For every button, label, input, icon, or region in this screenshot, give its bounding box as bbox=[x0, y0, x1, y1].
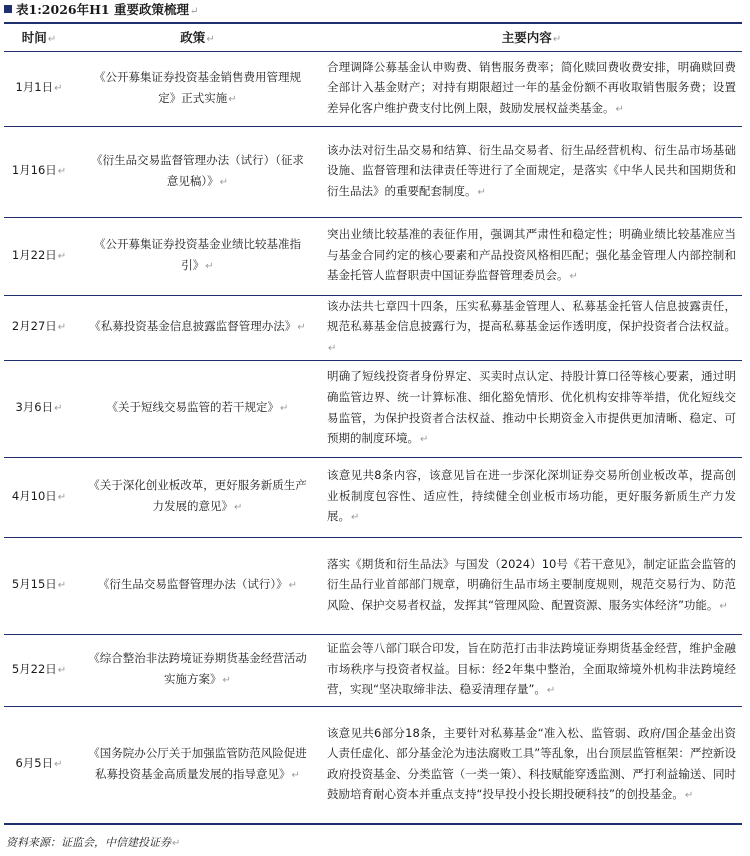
row-content: 合理调降公募基金认申购费、销售服务费率；简化赎回费收费安排，明确赎回费全部计入基金财产；对持有期限超过一年的基金份额不再收取销售服务费；设置差异化客户维护费支付比例上限，鼓励发展权益类基金。↵ bbox=[321, 51, 742, 126]
header-content: 主要内容↵ bbox=[321, 23, 742, 51]
table-row bbox=[4, 295, 742, 360]
row-policy: 《衍生品交易监督管理办法（试行）》↵ bbox=[74, 537, 321, 634]
paragraph-mark: ↵ bbox=[189, 6, 199, 17]
table-title-text: 表1:2026年H1 重要政策梳理 bbox=[16, 2, 189, 17]
row-content: 该办法对衍生品交易和结算、衍生品交易者、衍生品经营机构、衍生品市场基础设施、监督管理和法律责任等进行了全面规定，是落实《中华人民共和国期货和衍生品法》的重要配套制度。↵ bbox=[321, 126, 742, 217]
row-content: 落实《期货和衍生品法》与国发（2024）10号《若干意见》，制定证监会监管的衍生品行业首部部门规章，明确衍生品市场主要制度规则，规范交易行为、防范风险、保护交易者权益，发挥其“管理风险、配置资源、服务实体经济”功能。↵ bbox=[321, 537, 742, 634]
row-date: 5月15日↵ bbox=[4, 537, 74, 634]
table-header-row bbox=[4, 23, 742, 51]
row-policy: 《公开募集证券投资基金销售费用管理规定》正式实施↵ bbox=[74, 51, 321, 126]
table-row bbox=[4, 217, 742, 295]
row-date: 1月1日↵ bbox=[4, 51, 74, 126]
row-policy: 《国务院办公厅关于加强监管防范风险促进私募投资基金高质量发展的指导意见》↵ bbox=[74, 706, 321, 824]
row-content: 证监会等八部门联合印发，旨在防范打击非法跨境证券期货基金经营，维护金融市场秩序与投资者权益。目标：经2年集中整治，全面取缔境外机构非法跨境经营，实现“坚决取缔非法、稳妥清理存量”。↵ bbox=[321, 634, 742, 706]
table-row bbox=[4, 126, 742, 217]
table-row bbox=[4, 457, 742, 537]
table-row bbox=[4, 360, 742, 457]
row-date: 1月22日↵ bbox=[4, 217, 74, 295]
source-note: 资料来源：证监会，中信建投证券↵ bbox=[6, 836, 181, 849]
table-title bbox=[4, 1, 198, 21]
row-policy: 《关于深化创业板改革，更好服务新质生产力发展的意见》↵ bbox=[74, 457, 321, 537]
row-policy: 《公开募集证券投资基金业绩比较基准指引》↵ bbox=[74, 217, 321, 295]
row-policy: 《衍生品交易监督管理办法（试行）（征求意见稿）》↵ bbox=[74, 126, 321, 217]
title-bullet bbox=[4, 5, 12, 13]
row-content: 该意见共6部分18条，主要针对私募基金“准入松、监管弱、政府/国企基金出资人责任虚化、部分基金沦为违法腐败工具”等乱象，出台顶层监管框架：严控新设政府投资基金、分类监管（一类一策）、科技赋能穿透监测、严打利益输送、同时鼓励培育耐心资本并重点支持“投早投小投长期投硬科技”的创投基金。↵ bbox=[321, 706, 742, 824]
row-date: 4月10日↵ bbox=[4, 457, 74, 537]
row-date: 6月5日↵ bbox=[4, 706, 74, 824]
table-row bbox=[4, 537, 742, 634]
row-content: 该意见共8条内容，该意见旨在进一步深化深圳证券交易所创业板改革，提高创业板制度包容性、适应性，持续健全创业板市场功能，更好服务新质生产力发展。↵ bbox=[321, 457, 742, 537]
row-policy: 《关于短线交易监管的若干规定》↵ bbox=[74, 360, 321, 457]
row-date: 5月22日↵ bbox=[4, 634, 74, 706]
policy-table bbox=[4, 22, 742, 825]
row-content: 该办法共七章四十四条，压实私募基金管理人、私募基金托管人信息披露责任，规范私募基金信息披露行为，提高私募基金运作透明度，保护投资者合法权益。↵ bbox=[321, 295, 742, 360]
table-row bbox=[4, 634, 742, 706]
header-policy: 政策↵ bbox=[74, 23, 321, 51]
row-policy: 《综合整治非法跨境证券期货基金经营活动实施方案》↵ bbox=[74, 634, 321, 706]
row-policy: 《私募投资基金信息披露监督管理办法》↵ bbox=[74, 295, 321, 360]
table-row bbox=[4, 706, 742, 824]
table-row bbox=[4, 51, 742, 126]
row-content: 突出业绩比较基准的表征作用，强调其严肃性和稳定性；明确业绩比较基准应当与基金合同约定的核心要素和产品投资风格相匹配；强化基金管理人内部控制和基金托管人监督职责中国证券监督管理委员会。↵ bbox=[321, 217, 742, 295]
row-date: 3月6日↵ bbox=[4, 360, 74, 457]
row-date: 2月27日↵ bbox=[4, 295, 74, 360]
row-content: 明确了短线投资者身份界定、买卖时点认定、持股计算口径等核心要素，通过明确监管边界、统一计算标准、细化豁免情形、优化机构安排等举措，优化短线交易监管，为保护投资者合法权益、推动中长期资金入市提供更加清晰、稳定、可预期的制度环境。↵ bbox=[321, 360, 742, 457]
row-date: 1月16日↵ bbox=[4, 126, 74, 217]
header-date: 时间↵ bbox=[4, 23, 74, 51]
